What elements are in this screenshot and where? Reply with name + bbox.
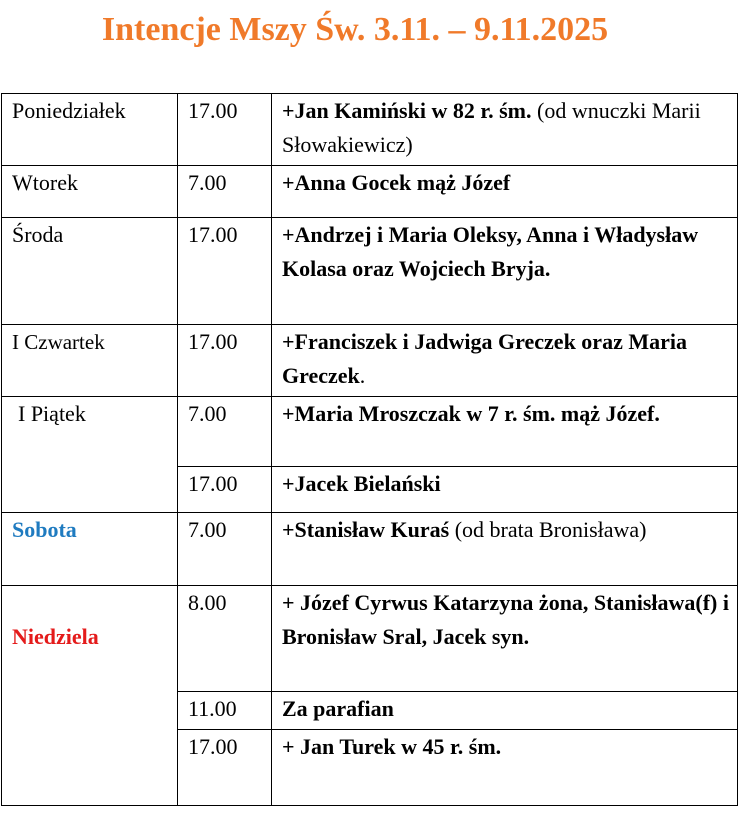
table-row bbox=[2, 166, 738, 218]
intention-cell bbox=[272, 730, 738, 806]
intention-bold: +Andrzej i Maria Oleksy, Anna i Władysław Kolasa oraz Wojciech Bryja. bbox=[282, 222, 699, 281]
day-cell: Środa bbox=[2, 218, 178, 325]
time-cell: 17.00 bbox=[178, 325, 272, 397]
intention-cell bbox=[272, 325, 738, 397]
table-row bbox=[2, 513, 738, 586]
day-cell: Poniedziałek bbox=[2, 94, 178, 166]
intention-bold: + Józef Cyrwus Katarzyna żona, Stanisława(f) i Bronisław Sral, Jacek syn. bbox=[282, 590, 729, 649]
day-cell: Wtorek bbox=[2, 166, 178, 218]
intention-bold: +Jacek Bielański bbox=[282, 471, 441, 496]
intention-bold: +Franciszek i Jadwiga Greczek oraz Maria Greczek bbox=[282, 329, 687, 388]
intention-cell bbox=[272, 218, 738, 325]
day-cell-niedziela: Niedziela bbox=[2, 586, 178, 806]
table-row bbox=[2, 586, 738, 692]
mass-intentions-table bbox=[1, 93, 738, 806]
intention-cell bbox=[272, 513, 738, 586]
time-cell: 11.00 bbox=[178, 692, 272, 730]
intention-cell bbox=[272, 166, 738, 218]
day-cell-sobota: Sobota bbox=[2, 513, 178, 586]
time-cell: 7.00 bbox=[178, 397, 272, 467]
intention-cell bbox=[272, 94, 738, 166]
intention-normal: . bbox=[359, 363, 366, 388]
time-cell: 17.00 bbox=[178, 730, 272, 806]
intention-normal: (od wnuczki Marii Słowakiewicz) bbox=[282, 98, 701, 157]
time-cell: 17.00 bbox=[178, 467, 272, 513]
table-row bbox=[2, 325, 738, 397]
intention-cell bbox=[272, 586, 738, 692]
intention-bold: +Jan Kamiński w 82 r. śm. bbox=[282, 98, 532, 123]
intention-normal: (od brata Bronisława) bbox=[449, 517, 647, 542]
time-cell: 8.00 bbox=[178, 586, 272, 692]
table-row bbox=[2, 94, 738, 166]
intention-bold: + Jan Turek w 45 r. śm. bbox=[282, 734, 502, 759]
time-cell: 17.00 bbox=[178, 218, 272, 325]
intention-bold: Za parafian bbox=[282, 696, 394, 721]
intention-cell bbox=[272, 467, 738, 513]
time-cell: 7.00 bbox=[178, 166, 272, 218]
day-cell: I Piątek bbox=[2, 397, 178, 513]
intention-bold: +Anna Gocek mąż Józef bbox=[282, 170, 511, 195]
intention-cell bbox=[272, 397, 738, 467]
intention-bold: +Stanisław Kuraś bbox=[282, 517, 450, 542]
time-cell: 7.00 bbox=[178, 513, 272, 586]
page-title: Intencje Mszy Św. 3.11. – 9.11.2025 bbox=[101, 11, 609, 48]
intention-cell bbox=[272, 692, 738, 730]
time-cell: 17.00 bbox=[178, 94, 272, 166]
day-cell: I Czwartek bbox=[2, 325, 178, 397]
table-row bbox=[2, 397, 738, 467]
intention-bold: +Maria Mroszczak w 7 r. śm. mąż Józef. bbox=[282, 401, 660, 426]
table-row bbox=[2, 218, 738, 325]
